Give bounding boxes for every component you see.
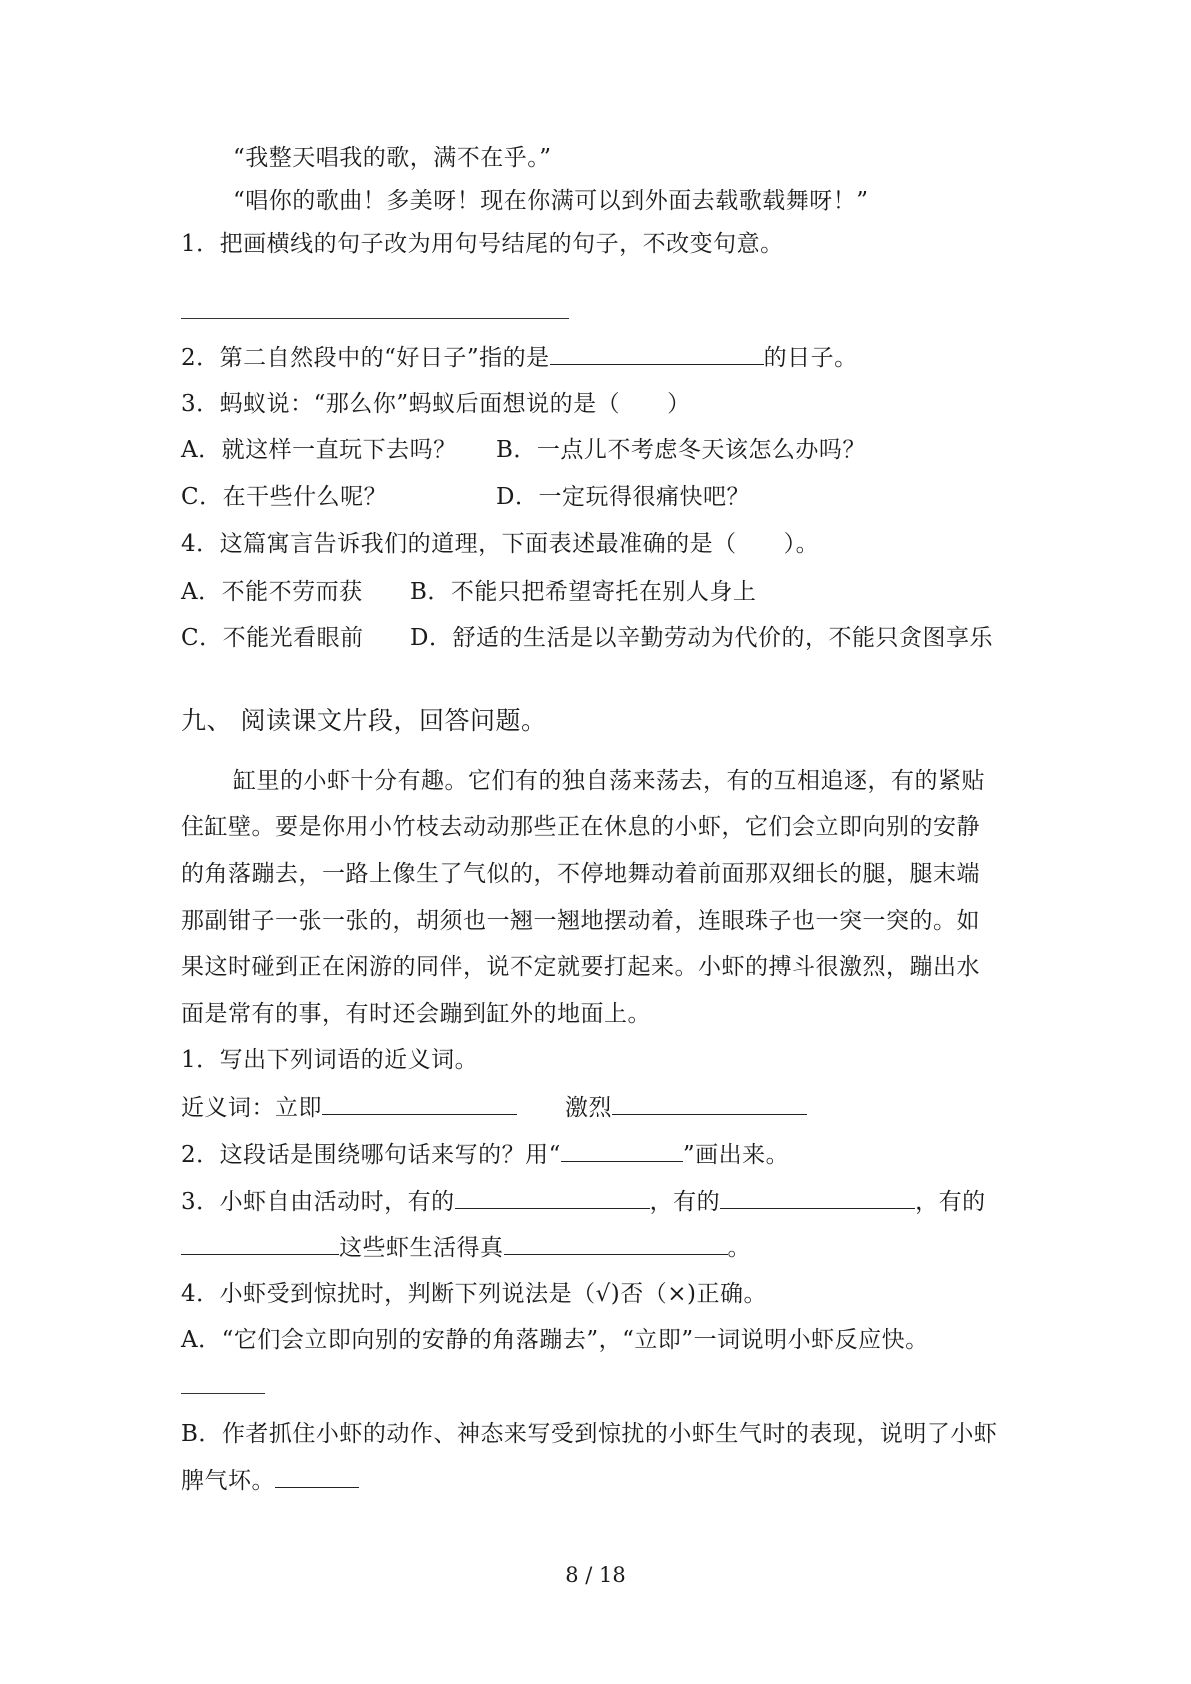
question-3-text: 3．小虾自由活动时，有的 [181,1189,455,1215]
passage-line: “唱你的歌曲！多美呀！现在你满可以到外面去载歌载舞呀！” [233,188,869,214]
answer-blank[interactable] [550,342,764,365]
question-3: 3．蚂蚁说：“那么你”蚂蚁后面想说的是（ ） [181,391,691,417]
answer-blank[interactable] [455,1186,650,1209]
statement-a: A．“它们会立即向别的安静的角落蹦去”，“立即”一词说明小虾反应快。 [181,1327,929,1353]
question-2 [181,342,858,373]
passage-line: 果这时碰到正在闲游的同伴，说不定就要打起来。小虾的搏斗很激烈，蹦出水 [181,954,980,980]
option-a: A．就这样一直玩下去吗？ [181,437,457,463]
option-b: B．一点儿不考虑冬天该怎么办吗？ [496,437,866,463]
question-4: 4．这篇寓言告诉我们的道理，下面表述最准确的是（ ）。 [181,531,820,557]
passage-line: 那副钳子一张一张的，胡须也一翘一翘地摆动着，连眼珠子也一突一突的。如 [181,908,980,934]
statement-b-cont [181,1465,359,1496]
passage-line: “我整天唱我的歌，满不在乎。” [233,145,552,171]
question-3-cont [181,1232,751,1263]
option-c: C．在干些什么呢？ [181,484,388,510]
question-3-text: ，有的 [915,1189,986,1215]
page-number: 8 / 18 [565,1563,626,1587]
answer-line[interactable] [181,1393,265,1394]
answer-blank[interactable] [275,1465,359,1488]
passage-line: 面是常有的事，有时还会蹦到缸外的地面上。 [181,1001,651,1027]
question-3 [181,1186,986,1217]
answer-blank[interactable] [322,1092,517,1115]
answer-blank[interactable] [612,1092,807,1115]
synonym-label: 近义词：立即 [181,1095,322,1121]
question-4: 4．小虾受到惊扰时，判断下列说法是（√)否（×)正确。 [181,1281,768,1307]
option-d: D．舒适的生活是以辛勤劳动为代价的，不能只贪图享乐 [410,625,993,651]
question-2-text: 2．这段话是围绕哪句话来写的？用“ [181,1142,561,1168]
answer-blank[interactable] [181,1232,339,1255]
passage-line: 缸里的小虾十分有趣。它们有的独自荡来荡去，有的互相追逐，有的紧贴 [233,768,985,794]
answer-blank[interactable] [504,1232,728,1255]
question-2-tail: ”画出来。 [682,1142,790,1168]
option-b: B．不能只把希望寄托在别人身上 [410,579,757,605]
question-1: 1．写出下列词语的近义词。 [181,1047,479,1073]
answer-line [181,318,569,319]
statement-b-text: 脾气坏。 [181,1468,275,1494]
passage-line: 的角落蹦去，一路上像生了气似的，不停地舞动着前面那双细长的腿，腿末端 [181,861,980,887]
question-1: 1．把画横线的句子改为用句号结尾的句子，不改变句意。 [181,231,784,257]
option-c: C．不能光看眼前 [181,625,364,651]
section-heading: 九、 阅读课文片段，回答问题。 [181,706,547,735]
question-2 [181,1139,789,1170]
answer-blank[interactable] [561,1139,683,1162]
question-3-text: 。 [727,1235,751,1261]
passage-line: 住缸壁。要是你用小竹枝去动动那些正在休息的小虾，它们会立即向别的安静 [181,814,980,840]
question-2-tail: 的日子。 [763,345,858,371]
answer-blank[interactable] [720,1186,915,1209]
synonym-word: 激烈 [565,1095,612,1121]
statement-b: B．作者抓住小虾的动作、神态来写受到惊扰的小虾生气时的表现，说明了小虾 [181,1421,998,1447]
option-a: A．不能不劳而获 [181,579,363,605]
question-3-text: ，有的 [649,1189,721,1215]
question-2-text: 2．第二自然段中的“好日子”指的是 [181,345,550,371]
synonym-row [181,1092,807,1123]
question-3-text: 这些虾生活得真 [339,1235,504,1261]
option-d: D．一定玩得很痛快吧？ [496,484,750,510]
